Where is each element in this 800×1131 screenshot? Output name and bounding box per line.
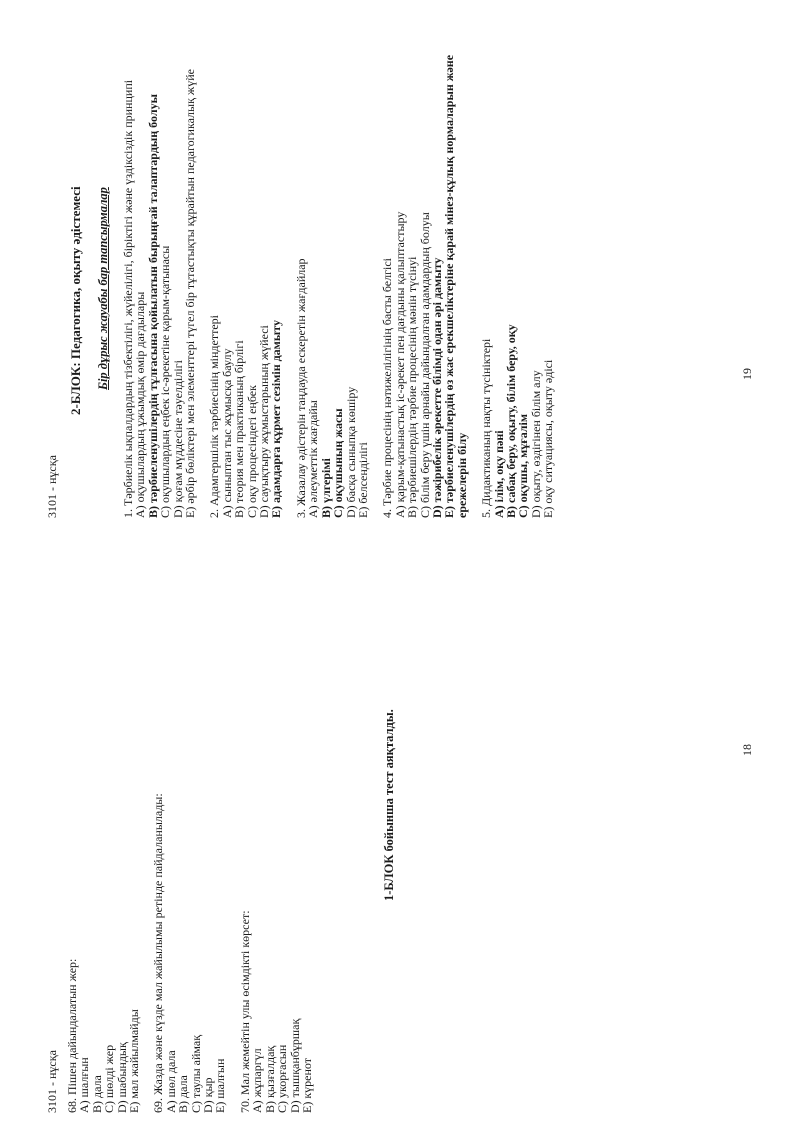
page-number: 18 bbox=[740, 744, 754, 756]
answer-option: D) қоғам мүддесіне тәуелділігі bbox=[170, 360, 185, 518]
question-text: 4. Тәрбие процесінің нәтижелілігінің басты белгісі bbox=[380, 257, 395, 518]
answer-option: D) тышқанбұршақ bbox=[287, 1018, 302, 1113]
question-text: 2. Адамгершілік тәрбиесінің міндеттері bbox=[207, 315, 222, 518]
answer-option: В) теория мен практиканың бірлігі bbox=[232, 340, 247, 518]
questions-block bbox=[122, 18, 555, 518]
question-text: 69. Жазда және күзде мал жайылымы ретінде пайдаланылады: bbox=[151, 793, 166, 1113]
answer-option: D) басқа сыныпқа көшіру bbox=[343, 386, 358, 518]
answer-option-marked: В) үлгерімі bbox=[318, 458, 333, 518]
answer-option: С) укорғасын bbox=[275, 1044, 290, 1113]
question-text: 68. Пішен дайындалатын жер: bbox=[65, 958, 79, 1113]
answer-option: В) дала bbox=[89, 1075, 104, 1113]
answer-option: А) сыныптан тыс жұмысқа баулу bbox=[219, 348, 234, 518]
page-header: 3101 - нұсқа bbox=[45, 455, 59, 518]
answer-option: А) әлеуметтік жағдайы bbox=[306, 400, 321, 518]
question-68 bbox=[66, 793, 313, 1113]
answer-option: Е) әрбір бөліктері мен элементтері түгел бір тұтастықты құрайтын педагогикалық жүйе bbox=[183, 69, 198, 518]
answer-option: Е) мал жайылмайды bbox=[127, 1009, 142, 1113]
answer-option: В) тәрбиешілердің тәрбие процесінің мәнін түсінуі bbox=[405, 256, 420, 518]
answer-option-marked: С) оқушы, мұғалім bbox=[516, 413, 531, 518]
answer-option-marked: Е) адамдарға құрмет сезімін дамыту bbox=[269, 320, 284, 518]
block-end-note: 1-БЛОК бойынша тест аяқталды. bbox=[382, 709, 396, 901]
answer-option: Е) белсенділігі bbox=[355, 442, 370, 518]
answer-option-marked: А) ілім, оқу пәні bbox=[491, 430, 506, 518]
answer-option: С) шөлді жер bbox=[102, 1044, 117, 1113]
answer-option: В) қызғалдақ bbox=[262, 1045, 277, 1113]
answer-option: А) қарым-қатынастық іс-әрекет пен дағдыны қалыптастыру bbox=[392, 211, 407, 518]
answer-option: С) оқушылардың еңбек іс-әрекетіне қарым-қатынасы bbox=[158, 245, 173, 518]
page-header: 3101 - нұсқа bbox=[45, 1050, 59, 1113]
answer-option: А) жұпаргүл bbox=[250, 1048, 265, 1113]
answer-option: С) оқу процесіндегі еңбек bbox=[244, 385, 259, 518]
answer-option: С) білім беру үшін арнайы дайындалған адамдардың болуы bbox=[417, 212, 432, 518]
block-title: 2-БЛОК: Педагогика, оқыту әдістемесі bbox=[68, 186, 83, 415]
page-18 bbox=[0, 566, 800, 1131]
answer-option-marked: В) тәрбиеленушілердің тұлғасына қойылатын бырыңғай талаптардың болуы bbox=[145, 94, 160, 518]
answer-option: А) шөл дала bbox=[163, 1050, 178, 1113]
answer-option-marked: Е) тәрбиеленушілердің өз жас ерекшеліктеріне қарай мінез-құлық нормаларын және ережелерін білу bbox=[442, 54, 469, 518]
answer-option: Е) шалғын bbox=[213, 1058, 228, 1113]
answer-option-marked: С) оқушының жасы bbox=[331, 408, 346, 518]
answer-option: А) оқушылардың ұжымдық өмір дағдылары bbox=[133, 291, 148, 518]
answer-option: D) шабындық bbox=[114, 1042, 129, 1113]
answer-option: В) дала bbox=[176, 1075, 191, 1113]
answer-option: D) қыр bbox=[201, 1077, 216, 1113]
question-text: 3. Жазалау әдістерін таңдауда ескеретін жағдайлар bbox=[293, 258, 308, 518]
answer-option: Е) оқу ситуациясы, оқыту әдісі bbox=[541, 359, 556, 518]
page-19 bbox=[0, 0, 800, 565]
block-subtitle: Бір дұрыс жауабы бар тапсырмалар bbox=[96, 187, 110, 390]
question-text: 70. Мал жемейтін улы өсімдікті көрсет: bbox=[237, 910, 252, 1113]
answer-option: D) оқыту, өздігінен білім алу bbox=[528, 370, 543, 518]
answer-option: С) таулы аймақ bbox=[188, 1034, 203, 1113]
answer-option-marked: В) сабақ беру, оқыту, білім беру, оқу bbox=[503, 324, 518, 518]
answer-option: Е) күренот bbox=[299, 1058, 314, 1113]
answer-option: А) шалғын bbox=[77, 1057, 92, 1113]
answer-option: D) сауықтыру жұмыстарының жүйесі bbox=[257, 325, 272, 518]
page-number: 19 bbox=[740, 368, 754, 380]
question-text: 1. Тәрбиелік ықпалдардың тізбектілігі, жүйелілігі, біріктігі және үздіксіздік принципі bbox=[121, 79, 135, 518]
answer-option-marked: D) тәжірибелік әрекетте білімді одан әрі дамыту bbox=[429, 257, 444, 518]
question-text: 5. Дидактиканың нақты түсініктері bbox=[479, 338, 494, 518]
